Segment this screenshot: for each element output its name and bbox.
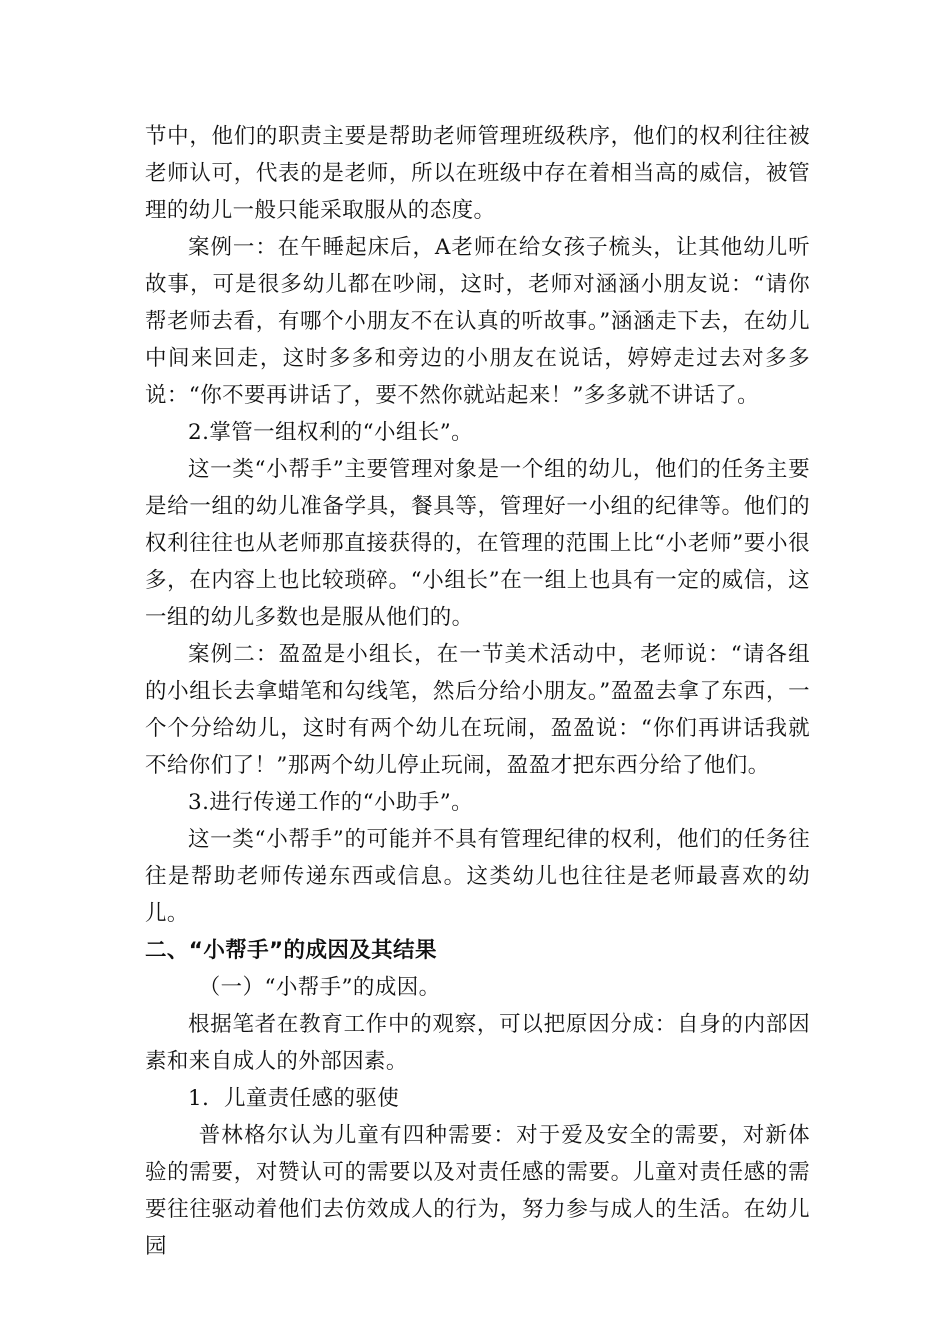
paragraph-continuation: 节中，他们的职责主要是帮助老师管理班级秩序，他们的权利往往被老师认可，代表的是老师，所以在班级中存在着相当高的威信，被管理的幼儿一般只能采取服从的态度。: [145, 124, 810, 223]
paragraph-case-two: 案例二：盈盈是小组长，在一节美术活动中，老师说：“请各组的小组长去拿蜡笔和勾线笔，然后分给小朋友。”盈盈去拿了东西，一个个分给幼儿，这时有两个幼儿在玩闹，盈盈说：“你们再讲话我就不给你们了！”那两个幼儿停止玩闹，盈盈才把东西分给了他们。: [145, 642, 810, 778]
list-item-group-leader: 2.掌管一组权利的“小组长”。: [188, 420, 473, 445]
list-item-responsibility: 1．儿童责任感的驱使: [188, 1086, 400, 1111]
paragraph-pringle-needs: 普林格尔认为儿童有四种需要：对于爱及安全的需要，对新体验的需要，对赞认可的需要以及对责任感的需要。儿童对责任感的需要往往驱动着他们去仿效成人的行为，努力参与成人的生活。在幼儿园: [145, 1123, 810, 1259]
paragraph-causes-intro: 根据笔者在教育工作中的观察，可以把原因分成：自身的内部因素和来自成人的外部因素。: [145, 1012, 810, 1074]
paragraph-little-assistant-description: 这一类“小帮手”的可能并不具有管理纪律的权利，他们的任务往往是帮助老师传递东西或信息。这类幼儿也往往是老师最喜欢的幼儿。: [145, 827, 810, 926]
subsection-heading: （一）“小帮手”的成因。: [198, 975, 441, 1000]
document-body: [145, 118, 810, 1265]
list-item-little-assistant: 3.进行传递工作的“小助手”。: [188, 790, 473, 815]
paragraph-case-one: 案例一：在午睡起床后，A老师在给女孩子梳头，让其他幼儿听故事，可是很多幼儿都在吵闹，这时，老师对涵涵小朋友说：“请你帮老师去看，有哪个小朋友不在认真的听故事。”涵涵走下去，在幼儿中间来回走，这时多多和旁边的小朋友在说话，婷婷走过去对多多说：“你不要再讲话了，要不然你就站起来！”多多就不讲话了。: [145, 235, 810, 408]
section-heading: 二、“小帮手”的成因及其结果: [145, 938, 437, 963]
paragraph-group-leader-description: 这一类“小帮手”主要管理对象是一个组的幼儿，他们的任务主要是给一组的幼儿准备学具，餐具等，管理好一小组的纪律等。他们的权利往往也从老师那直接获得的，在管理的范围上比“小老师”要小很多，在内容上也比较琐碎。“小组长”在一组上也具有一定的威信，这一组的幼儿多数也是服从他们的。: [145, 457, 810, 630]
